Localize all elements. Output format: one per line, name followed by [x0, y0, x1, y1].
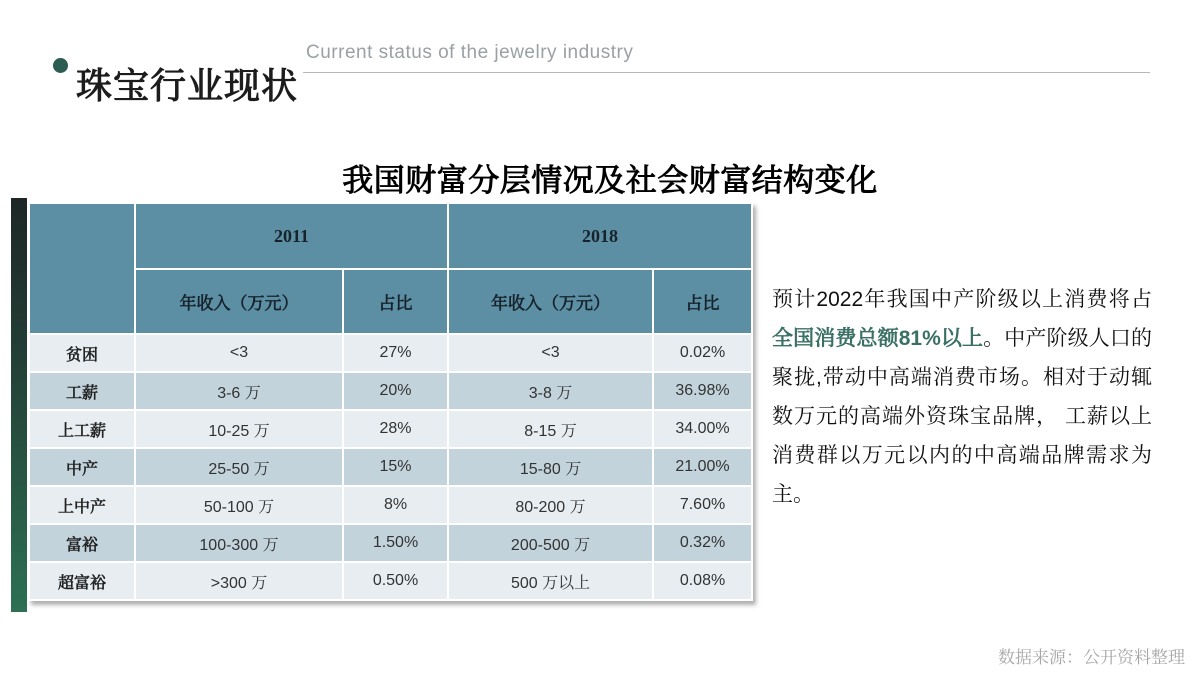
- row-label: 贫困: [29, 334, 135, 372]
- header-divider: [303, 72, 1150, 73]
- accent-bar: [11, 198, 27, 612]
- table-row: [29, 372, 752, 410]
- corner-cell: [29, 203, 135, 334]
- cell-income-2011: 100-300 万: [135, 524, 343, 562]
- cell-share-2011: 20%: [343, 372, 448, 410]
- cell-share-2011: 15%: [343, 448, 448, 486]
- cell-income-2018: 200-500 万: [448, 524, 653, 562]
- cell-income-2011: >300 万: [135, 562, 343, 600]
- col-header-share-2011: 占比: [343, 269, 448, 334]
- cell-income-2011: 50-100 万: [135, 486, 343, 524]
- cell-share-2018: 0.02%: [653, 334, 752, 372]
- row-label: 上中产: [29, 486, 135, 524]
- row-label: 超富裕: [29, 562, 135, 600]
- cell-share-2011: 27%: [343, 334, 448, 372]
- page-title: 珠宝行业现状: [76, 65, 299, 107]
- cell-share-2018: 0.08%: [653, 562, 752, 600]
- year-group-2018: 2018: [448, 203, 752, 269]
- cell-share-2018: 7.60%: [653, 486, 752, 524]
- cell-share-2011: 0.50%: [343, 562, 448, 600]
- cell-share-2011: 8%: [343, 486, 448, 524]
- cell-share-2018: 34.00%: [653, 410, 752, 448]
- col-header-income-2018: 年收入（万元）: [448, 269, 653, 334]
- row-label: 上工薪: [29, 410, 135, 448]
- cell-income-2011: 3-6 万: [135, 372, 343, 410]
- cell-income-2018: 8-15 万: [448, 410, 653, 448]
- cell-income-2011: 25-50 万: [135, 448, 343, 486]
- year-group-2011: 2011: [135, 203, 448, 269]
- cell-share-2018: 21.00%: [653, 448, 752, 486]
- wealth-table: [28, 202, 753, 601]
- table-row: [29, 448, 752, 486]
- analysis-lead: 预计2022年我国中产阶级以上消费将占: [772, 288, 1152, 311]
- analysis-highlight: 全国消费总额81%以上: [772, 327, 984, 350]
- page-subtitle: Current status of the jewelry industry: [306, 42, 634, 63]
- section-title: 我国财富分层情况及社会财富结构变化: [342, 162, 878, 198]
- cell-share-2011: 28%: [343, 410, 448, 448]
- cell-income-2018: 15-80 万: [448, 448, 653, 486]
- cell-share-2018: 36.98%: [653, 372, 752, 410]
- cell-income-2018: <3: [448, 334, 653, 372]
- cell-income-2011: <3: [135, 334, 343, 372]
- row-label: 中产: [29, 448, 135, 486]
- analysis-paragraph: [772, 280, 1152, 514]
- cell-income-2018: 3-8 万: [448, 372, 653, 410]
- data-source-note: 数据来源：公开资料整理: [998, 648, 1185, 667]
- col-header-share-2018: 占比: [653, 269, 752, 334]
- table-row: [29, 410, 752, 448]
- cell-share-2018: 0.32%: [653, 524, 752, 562]
- analysis-rest: 。中产阶级人口的聚拢,带动中高端消费市场。相对于动辄数万元的高端外资珠宝品牌， 工薪以上消费群以万元以内的中高端品牌需求为主。: [772, 327, 1153, 506]
- cell-income-2011: 10-25 万: [135, 410, 343, 448]
- table-row: [29, 334, 752, 372]
- cell-share-2011: 1.50%: [343, 524, 448, 562]
- cell-income-2018: 80-200 万: [448, 486, 653, 524]
- col-header-income-2011: 年收入（万元）: [135, 269, 343, 334]
- row-label: 富裕: [29, 524, 135, 562]
- cell-income-2018: 500 万以上: [448, 562, 653, 600]
- row-label: 工薪: [29, 372, 135, 410]
- table-row: [29, 562, 752, 600]
- bullet-icon: [53, 58, 68, 73]
- table-row: [29, 486, 752, 524]
- table-row: [29, 524, 752, 562]
